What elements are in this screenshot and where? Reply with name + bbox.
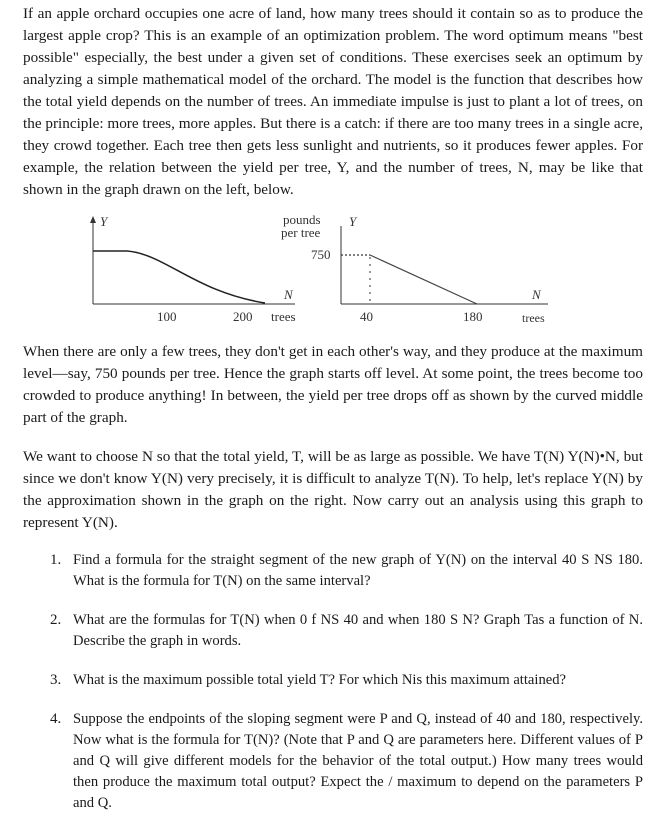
- question-text: Suppose the endpoints of the sloping segment were P and Q, instead of 40 and 180, respectively. Now what is the formula for T(N)? (Note that P and Q are parameters here. Different values of P and Q will give different models for the behavior of the total output.) How many trees would then produce the maximum total output? Expect the / maximum to depend on the parameters P and Q.: [73, 711, 643, 811]
- right-y-value-label: 750: [311, 247, 331, 262]
- question-text: Find a formula for the straight segment of the new graph of Y(N) on the interval 40 S NS 180. What is the formula for T(N) on the same interval?: [73, 552, 643, 589]
- question-item: [23, 709, 643, 814]
- question-number: 2.: [50, 612, 62, 628]
- left-y-arrow: [90, 216, 96, 223]
- left-x-label: N: [284, 287, 293, 302]
- right-tick-label-40: 40: [360, 309, 373, 324]
- question-number: 1.: [50, 552, 62, 568]
- question-item: [23, 610, 643, 652]
- intro-paragraph: If an apple orchard occupies one acre of land, how many trees should it contain so as to produce the largest apple crop? This is an example of an optimization problem. The word optimum means "best possible" especially, the best under a given set of conditions. These exercises seek an optimum by analyzing a simple mathematical model of the orchard. The model is the function that describes how the total yield depends on the number of trees. An immediate impulse is just to plant a lot of trees, on the principle: more trees, more apples. But there is a catch: if there are too many trees in a single acre, they crowd together. Each tree then gets less sunlight and nutrients, so it produces fewer apples. For example, the relation between the yield per tree, Y, and the number of trees, N, may be like that shown in the graph drawn on the left, below.: [23, 5, 643, 198]
- left-y-label: Y: [100, 214, 108, 229]
- right-y-units-top: pounds: [283, 212, 321, 227]
- yield-graphs: [0, 210, 659, 335]
- question-text: What is the maximum possible total yield T? For which Nis this maximum attained?: [73, 672, 567, 688]
- right-y-units-bottom: per tree: [281, 225, 321, 240]
- right-graph: [281, 212, 548, 325]
- question-item: [23, 550, 643, 592]
- right-y-label: Y: [349, 214, 357, 229]
- question-text: What are the formulas for T(N) when 0 f NS 40 and when 180 S N? Graph Tas a function of N. Describe the graph in words.: [73, 612, 643, 649]
- left-tick-label-100: 100: [157, 309, 177, 324]
- right-tick-label-180: 180: [463, 309, 483, 324]
- left-tick-label-200: 200: [233, 309, 253, 324]
- question-list: [23, 550, 643, 832]
- right-x-units: trees: [522, 311, 545, 325]
- question-number: 3.: [50, 672, 62, 688]
- question-item: [23, 670, 643, 691]
- paragraph-2: When there are only a few trees, they don't get in each other's way, and they produce at the maximum level—say, 750 pounds per tree. Hence the graph starts off level. At some point, the trees become too crowded to produce anything! In between, the yield per tree drops off as shown by the curved middle part of the graph.: [23, 343, 643, 426]
- left-graph: [90, 214, 296, 324]
- left-x-units: trees: [271, 309, 296, 324]
- right-x-label: N: [532, 287, 541, 302]
- paragraph-3: We want to choose N so that the total yield, T, will be as large as possible. We have T(N) Y(N)•N, but since we don't know Y(N) very precisely, it is difficult to analyze T(N). To help, let's replace Y(N) by the approximation shown in the graph on the right. Now carry out an analysis using this graph to represent Y(N).: [23, 448, 643, 531]
- right-sloping-segment: [370, 255, 477, 304]
- left-yield-curve: [93, 251, 265, 303]
- question-number: 4.: [50, 711, 62, 727]
